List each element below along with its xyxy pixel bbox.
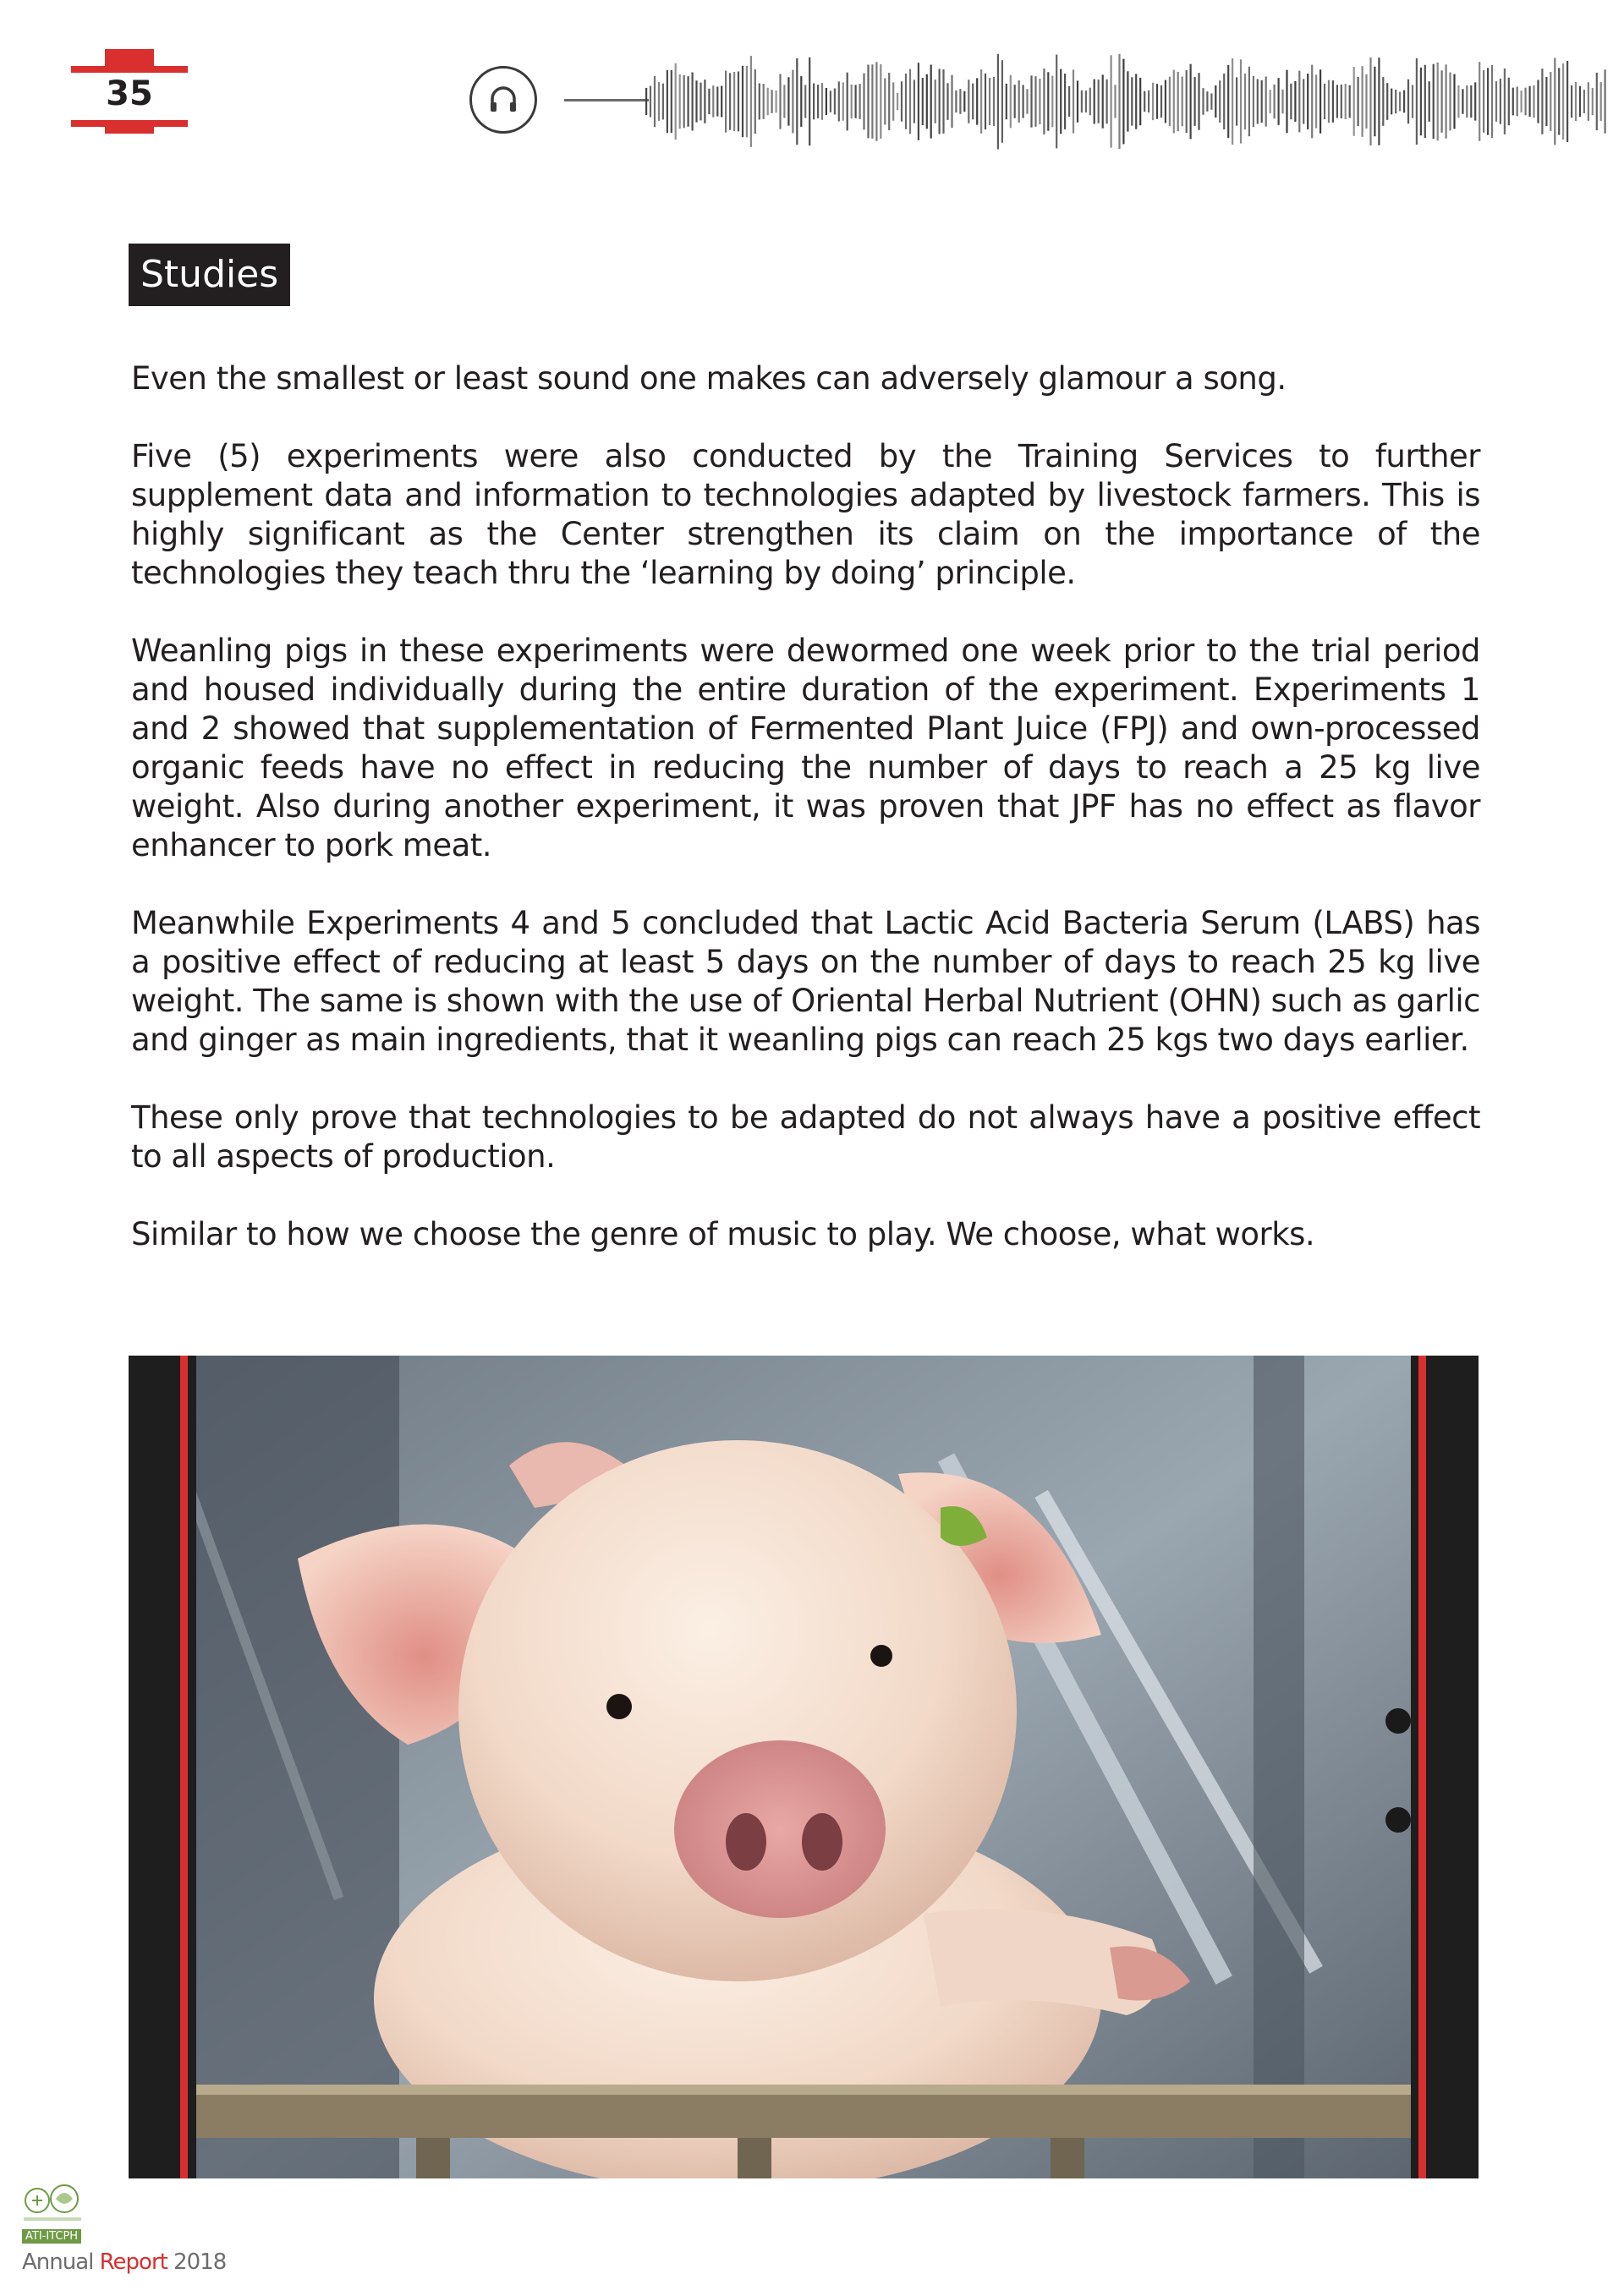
report-title	[22, 2249, 226, 2275]
badge-bar	[105, 49, 154, 68]
waveform-bar	[1328, 80, 1330, 123]
paragraph: These only prove that technologies to be adapted do not always have a positive effect to all aspects of production.	[131, 1099, 1480, 1175]
waveform-bar	[1240, 59, 1242, 143]
waveform-bar	[1541, 68, 1543, 134]
waveform-bar	[1382, 77, 1384, 126]
waveform-bar	[922, 78, 924, 125]
waveform-bar	[1353, 67, 1355, 136]
waveform-bar	[783, 85, 785, 118]
waveform-bar	[1358, 77, 1359, 126]
waveform-bar	[1106, 79, 1108, 124]
waveform-bar	[813, 84, 815, 120]
waveform-bar	[1018, 80, 1020, 123]
waveform-bar	[650, 86, 651, 118]
waveform-bar	[1270, 90, 1271, 113]
waveform-bar	[712, 85, 714, 118]
waveform-bar	[1294, 81, 1296, 122]
waveform-bar	[1303, 79, 1304, 123]
waveform-bar	[855, 85, 857, 118]
waveform-bar	[1446, 64, 1447, 138]
waveform-bar	[667, 70, 668, 133]
waveform-bar	[884, 79, 886, 125]
waveform-bar	[918, 63, 919, 140]
waveform-bar	[1320, 69, 1321, 133]
waveform-bar	[1274, 85, 1276, 118]
waveform-bar	[830, 90, 831, 112]
waveform-bar	[679, 74, 681, 129]
waveform-bar	[1512, 88, 1514, 116]
organization-label: ATI-ITCPH	[22, 2229, 81, 2244]
waveform-bar	[821, 83, 823, 120]
waveform-bar	[1298, 71, 1300, 133]
waveform-bar	[662, 84, 664, 120]
waveform-bar	[1111, 55, 1112, 147]
waveform-bar	[1001, 60, 1003, 143]
waveform-bar	[1583, 90, 1585, 113]
waveform-bar	[787, 77, 789, 125]
waveform-bar	[750, 56, 752, 147]
waveform-bar	[1219, 80, 1221, 123]
waveform-bar	[1386, 83, 1388, 120]
waveform-bar	[1508, 78, 1510, 125]
waveform-bar	[1453, 74, 1455, 129]
waveform-bar	[754, 69, 756, 134]
waveform-bar	[683, 75, 685, 129]
waveform-bar	[1407, 79, 1409, 123]
waveform-bar	[1437, 63, 1439, 141]
waveform-bar	[1504, 68, 1506, 134]
footer	[20, 2175, 227, 2285]
waveform-bar	[1479, 62, 1480, 141]
waveform-bar	[1362, 66, 1363, 137]
waveform-bar	[997, 54, 999, 150]
waveform-bar	[763, 84, 765, 119]
report-prefix: Annual	[22, 2249, 100, 2275]
waveform-bar	[1023, 85, 1024, 118]
waveform-bar	[746, 66, 748, 138]
waveform-bar	[1198, 73, 1199, 130]
waveform-bar	[688, 76, 689, 127]
waveform-bar	[1341, 85, 1342, 118]
waveform-bar	[692, 73, 694, 131]
waveform-bar	[914, 79, 915, 123]
waveform-bar	[1525, 88, 1527, 116]
paragraph: Weanling pigs in these experiments were dewormed one week prior to the trial period and housed individually during the entire duration of the experiment. Experiments 1 and 2 showed that supplementation of Fermented Plant Juice (FPJ) and own-processed organic feeds have no effect in reducing the number of days to reach a 25 kg live weight. Also during another experiment, it was proven that JPF has no effect as flavor enhancer to pork meat.	[131, 633, 1480, 863]
waveform-bar	[742, 66, 743, 137]
waveform-bar	[1210, 93, 1212, 109]
waveform-bar	[1278, 78, 1280, 125]
waveform-bar	[1311, 65, 1313, 139]
waveform-bar	[779, 74, 781, 129]
audio-waveform	[639, 42, 1611, 161]
waveform-bar	[826, 88, 827, 115]
waveform-bar	[1588, 82, 1589, 121]
waveform-bar	[1102, 74, 1104, 128]
waveform-bar	[1345, 84, 1347, 119]
waveform-bar	[1533, 85, 1534, 118]
waveform-bar	[695, 80, 697, 122]
waveform-bar	[817, 85, 819, 118]
waveform-bar	[716, 87, 718, 117]
waveform-bar	[1122, 59, 1124, 145]
paragraph: Even the smallest or least sound one makes can adversely glamour a song.	[131, 360, 1287, 397]
waveform-bar	[729, 73, 731, 129]
waveform-bar	[1135, 74, 1137, 129]
waveform-bar	[804, 85, 806, 118]
waveform-bar	[1600, 82, 1602, 121]
waveform-bar	[1517, 87, 1518, 117]
waveform-bar	[1529, 86, 1531, 117]
waveform-bar	[1416, 58, 1418, 145]
waveform-bar	[847, 73, 848, 131]
section-title: Studies	[129, 244, 290, 306]
waveform-bar	[1043, 68, 1045, 134]
waveform-bar	[880, 64, 881, 139]
waveform-bar	[704, 79, 705, 123]
carousel-dot[interactable]	[1385, 1708, 1411, 1734]
waveform-bar	[1177, 72, 1179, 131]
waveform-bar	[1034, 76, 1036, 127]
waveform-bar	[1566, 61, 1568, 142]
waveform-bar	[1156, 84, 1158, 119]
waveform-bar	[671, 70, 672, 133]
waveform-bar	[1596, 73, 1598, 130]
waveform-bar	[1144, 91, 1145, 112]
waveform-bar	[1265, 77, 1267, 127]
waveform-bar	[1152, 83, 1154, 120]
waveform-bar	[834, 89, 836, 115]
waveform-bar	[759, 84, 760, 120]
waveform-bar	[1047, 72, 1049, 130]
organization-logo	[20, 2175, 85, 2226]
waveform-bar	[1562, 63, 1564, 140]
waveform-bar	[1064, 74, 1066, 129]
waveform-bar	[1281, 90, 1283, 113]
frame-accent	[1418, 1356, 1426, 2178]
waveform-bar	[700, 83, 701, 121]
waveform-bar	[1324, 84, 1325, 119]
waveform-bar	[1244, 74, 1246, 129]
waveform-bar	[1098, 79, 1100, 123]
waveform-bar	[892, 82, 894, 120]
waveform-bar	[993, 77, 995, 126]
badge-bar	[105, 120, 154, 134]
waveform-bar	[658, 82, 660, 121]
waveform-bar	[1056, 55, 1057, 149]
waveform-bar	[897, 93, 898, 110]
waveform-bar	[725, 71, 727, 133]
waveform-bar	[1026, 89, 1028, 113]
waveform-bar	[1332, 80, 1334, 123]
waveform-bar	[946, 83, 948, 120]
waveform-bar	[1378, 58, 1380, 145]
waveform-bar	[645, 88, 647, 115]
waveform-bar	[1068, 86, 1070, 117]
headphones-icon[interactable]	[469, 66, 537, 134]
waveform-bar	[1202, 88, 1204, 115]
waveform-bar	[1474, 82, 1476, 120]
waveform-bar	[1365, 74, 1367, 129]
waveform-bar	[1429, 81, 1430, 122]
waveform-bar	[838, 81, 840, 121]
waveform-bar	[1449, 73, 1451, 131]
waveform-bar	[875, 62, 877, 140]
waveform-bar	[1081, 90, 1083, 112]
waveform-bar	[980, 69, 982, 134]
waveform-bar	[1073, 69, 1074, 133]
waveform-bar	[1412, 85, 1413, 118]
waveform-bar	[1403, 90, 1405, 113]
waveform-bar	[1336, 85, 1338, 118]
waveform-bar	[1085, 90, 1087, 112]
waveform-bar	[955, 90, 957, 112]
waveform-bar	[809, 58, 810, 145]
waveform-bar	[1290, 84, 1292, 119]
waveform-bar	[972, 84, 974, 120]
waveform-bar	[1010, 75, 1012, 129]
waveform-bar	[1307, 74, 1309, 129]
waveform-bar	[1006, 84, 1007, 119]
waveform-bar	[1194, 77, 1196, 126]
waveform-bar	[1558, 68, 1560, 134]
waveform-bar	[1190, 64, 1192, 140]
waveform-bar	[985, 74, 986, 129]
waveform-bar	[1424, 65, 1426, 139]
waveform-bar	[1491, 65, 1493, 138]
paragraph: Similar to how we choose the genre of music to play. We choose, what works.	[131, 1216, 1315, 1252]
waveform-bar	[867, 65, 869, 139]
waveform-bar	[654, 76, 656, 127]
waveform-bar	[733, 72, 735, 131]
waveform-bar	[738, 72, 739, 132]
waveform-bar	[1433, 64, 1435, 140]
pig-photo	[196, 1356, 1411, 2178]
waveform-bar	[1550, 72, 1551, 131]
carousel-dot[interactable]	[1385, 1807, 1411, 1833]
waveform-bar	[905, 74, 907, 129]
waveform-bar	[963, 91, 965, 112]
waveform-bar	[1253, 76, 1254, 128]
waveform-bar	[1118, 54, 1120, 149]
waveform-bar	[796, 58, 798, 145]
waveform-bar	[1369, 58, 1371, 145]
waveform-bar	[1182, 77, 1183, 127]
waveform-bar	[792, 70, 793, 134]
waveform-bar	[909, 69, 911, 134]
waveform-bar	[675, 63, 677, 140]
waveform-bar	[1051, 76, 1053, 128]
waveform-bar	[1094, 79, 1095, 124]
waveform-bar	[1466, 85, 1468, 118]
waveform-bar	[1127, 71, 1128, 131]
waveform-bar	[1395, 90, 1396, 113]
waveform-bar	[800, 76, 802, 127]
waveform-bar	[1521, 90, 1522, 112]
waveform-bar	[1349, 85, 1351, 118]
waveform-bar	[1315, 74, 1317, 128]
waveform-bar	[1206, 91, 1208, 112]
waveform-bar	[1605, 69, 1606, 133]
waveform-bar	[1441, 70, 1443, 133]
waveform-bar	[1554, 58, 1555, 145]
page-number: 35	[106, 74, 153, 113]
waveform-bar	[1374, 67, 1375, 136]
paragraph: Meanwhile Experiments 4 and 5 concluded that Lactic Acid Bacteria Serum (LABS) has a positive effect of reducing at least 5 days on the number of days to reach 25 kg live weight. The same is shown with the use of Oriental Herbal Nutrient (OHN) such as garlic and ginger as main ingredients, that it weanling pigs can reach 25 kgs two days earlier.	[131, 905, 1480, 1058]
report-year: 2018	[167, 2249, 227, 2275]
waveform-bar	[942, 69, 944, 134]
waveform-bar	[1575, 82, 1577, 121]
waveform-bar	[708, 89, 710, 114]
waveform-bar	[1571, 85, 1572, 118]
waveform-bar	[1169, 77, 1171, 127]
report-accent: Report	[99, 2249, 167, 2275]
waveform-bar	[1173, 70, 1175, 134]
waveform-bar	[926, 74, 928, 129]
waveform-bar	[1592, 88, 1594, 115]
waveform-bar	[871, 64, 873, 139]
waveform-bar	[851, 85, 853, 118]
waveform-bar	[901, 81, 903, 121]
waveform-bar	[1579, 86, 1581, 117]
waveform-bar	[1215, 85, 1216, 118]
waveform-bar	[842, 82, 844, 120]
waveform-bar	[1227, 65, 1229, 138]
waveform-bar	[1261, 80, 1263, 123]
waveform-bar	[939, 68, 941, 134]
waveform-bar	[767, 88, 769, 115]
waveform-bar	[1186, 70, 1188, 133]
waveform-bar	[859, 84, 861, 119]
waveform-bar	[930, 65, 932, 139]
waveform-bar	[1131, 77, 1133, 125]
waveform-bar	[1236, 77, 1237, 125]
body-text	[131, 359, 1480, 1293]
waveform-bar	[1139, 78, 1141, 125]
waveform-bar	[1248, 67, 1250, 136]
waveform-bar	[1232, 58, 1233, 145]
waveform-bar	[1537, 80, 1539, 123]
waveform-bar	[976, 78, 978, 124]
waveform-bar	[959, 89, 961, 114]
waveform-bar	[1391, 89, 1392, 115]
waveform-bar	[771, 90, 773, 113]
waveform-bar	[863, 74, 864, 130]
waveform-bar	[1420, 68, 1422, 135]
waveform-bar	[1014, 85, 1016, 118]
waveform-bar	[1495, 81, 1497, 122]
waveform-bar	[1089, 88, 1091, 116]
waveform-bar	[721, 86, 722, 118]
waveform-bar	[888, 73, 890, 130]
waveform-bar	[1223, 74, 1225, 129]
waveform-bar	[1286, 70, 1287, 134]
waveform-bar	[1030, 75, 1032, 127]
waveform-bar	[1483, 70, 1484, 133]
badge-bar	[71, 66, 188, 73]
waveform-bar	[1487, 68, 1489, 134]
waveform-bar	[968, 79, 969, 123]
waveform-bar	[776, 90, 777, 112]
audio-waveform-banner	[469, 42, 1616, 161]
waveform-bar	[1399, 92, 1401, 112]
waveform-bar	[951, 75, 952, 129]
frame-accent	[180, 1356, 188, 2178]
waveform-bar	[1457, 85, 1459, 118]
waveform-bar	[1148, 90, 1149, 112]
waveform-bar	[1060, 69, 1062, 134]
paragraph: Five (5) experiments were also conducted by the Training Services to further supplement data and information to technologies adapted by livestock farmers. This is highly significant as the Center strengthen its claim on the importance of the technologies they teach thru the ‘learning by doing’ principle.	[131, 438, 1480, 591]
waveform-bar	[1257, 79, 1259, 124]
waveform-bar	[1114, 85, 1116, 118]
waveform-bar	[1545, 77, 1547, 126]
waveform-bar	[1039, 79, 1040, 124]
waveform-bar	[935, 79, 936, 123]
waveform-bar	[1470, 85, 1472, 118]
photo-frame	[129, 1356, 1479, 2178]
waveform-bar	[1077, 80, 1078, 122]
waveform-bar	[1500, 79, 1501, 124]
page-number-badge	[71, 49, 188, 132]
waveform-bar	[1462, 89, 1463, 113]
waveform-bar	[1160, 85, 1162, 118]
waveform-bar	[1165, 80, 1166, 123]
waveform-bar	[989, 78, 990, 125]
waveform-line	[564, 99, 649, 101]
